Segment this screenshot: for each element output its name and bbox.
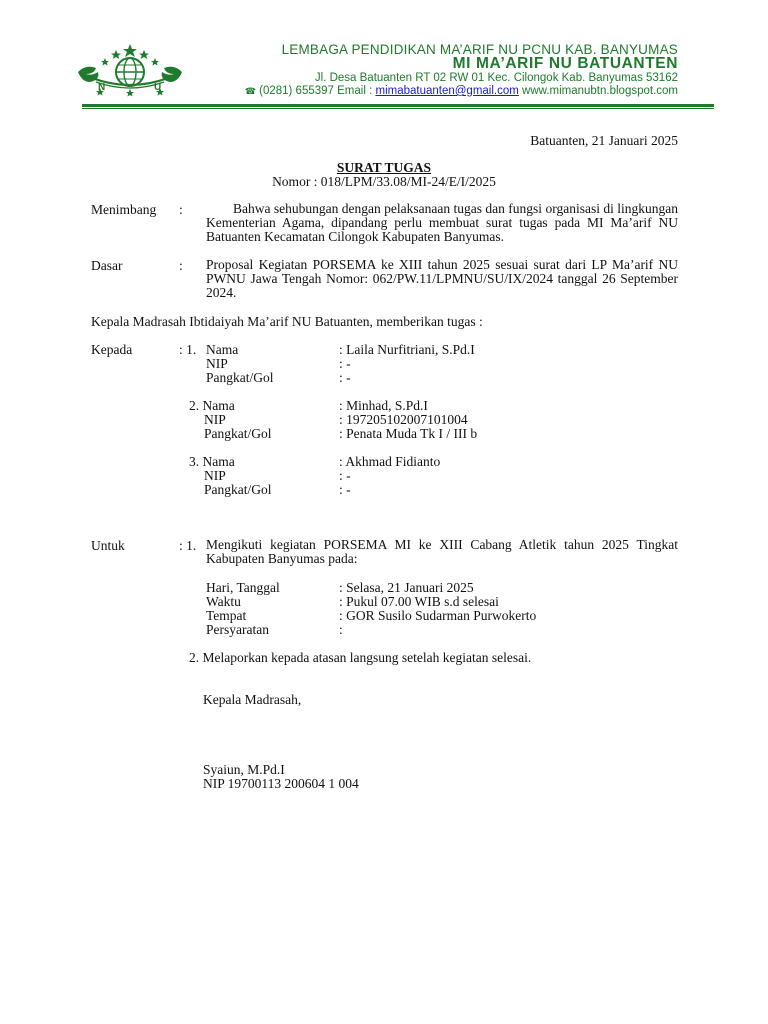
- person-1-nip-value: : -: [339, 356, 351, 371]
- untuk-label: Untuk: [91, 538, 125, 553]
- event-requirements-value: :: [339, 622, 343, 637]
- event-date-value: : Selasa, 21 Januari 2025: [339, 580, 474, 595]
- kepada-label: Kepada: [91, 342, 133, 357]
- event-time-key: Waktu: [206, 594, 241, 609]
- person-2-rank-value: : Penata Muda Tk I / III b: [339, 426, 478, 441]
- person-3-rank-value: : -: [339, 482, 351, 497]
- logo-letter-u: U: [154, 82, 162, 93]
- signature-title: Kepala Madrasah,: [203, 692, 302, 707]
- person-3-nip-key: NIP: [204, 468, 226, 483]
- person-3-number: 3. Nama: [189, 454, 235, 469]
- email-link[interactable]: mimabatuanten@gmail.com: [375, 85, 519, 97]
- person-2-nip-value: : 197205102007101004: [339, 412, 468, 427]
- kepada-marker: : 1.: [179, 342, 197, 357]
- letter-number: Nomor : 018/LPM/33.08/MI-24/E/I/2025: [272, 174, 496, 189]
- person-1-rank-value: : -: [339, 370, 351, 385]
- signatory-name: Syaiun, M.Pd.I: [203, 762, 285, 777]
- person-2-number: 2. Nama: [189, 398, 235, 413]
- dasar-colon: :: [179, 258, 183, 273]
- website-link[interactable]: www.mimanubtn.blogspot.com: [518, 85, 678, 97]
- dasar-label: Dasar: [91, 258, 123, 273]
- person-1-name-value: : Laila Nurfitriani, S.Pd.I: [339, 342, 475, 357]
- assignment-intro: Kepala Madrasah Ibtidaiyah Ma’arif NU Batuanten, memberikan tugas :: [91, 314, 483, 329]
- person-3-nip-value: : -: [339, 468, 351, 483]
- event-place-value: : GOR Susilo Sudarman Purwokerto: [339, 608, 537, 623]
- school-address: Jl. Desa Batuanten RT 02 RW 01 Kec. Cilongok Kab. Banyumas 53162: [314, 72, 678, 84]
- untuk-marker: : 1.: [179, 538, 197, 553]
- person-1-rank-key: Pangkat/Gol: [206, 370, 274, 385]
- person-1-name-key: Nama: [206, 342, 239, 357]
- school-name: MI MA’ARIF NU BATUANTEN: [452, 55, 678, 72]
- organization-name: LEMBAGA PENDIDIKAN MA’ARIF NU PCNU KAB. BANYUMAS: [281, 42, 678, 57]
- signatory-nip: NIP 19700113 200604 1 004: [203, 776, 359, 791]
- menimbang-colon: :: [179, 202, 183, 217]
- menimbang-label: Menimbang: [91, 202, 157, 217]
- person-2-name-value: : Minhad, S.Pd.I: [339, 398, 428, 413]
- untuk-item-1-text: Mengikuti kegiatan PORSEMA MI ke XIII Cabang Atletik tahun 2025 Tingkat Kabupaten Banyumas pada:: [206, 537, 678, 566]
- nu-globe-emblem-icon: [72, 42, 188, 102]
- header-divider-thin: [82, 108, 714, 109]
- event-requirements-key: Persyaratan: [206, 622, 269, 637]
- person-2-nip-key: NIP: [204, 412, 226, 427]
- untuk-item-2: 2. Melaporkan kepada atasan langsung setelah kegiatan selesai.: [189, 650, 532, 665]
- nu-logo: [72, 42, 188, 102]
- event-time-value: : Pukul 07.00 WIB s.d selesai: [339, 594, 499, 609]
- event-place-key: Tempat: [206, 608, 247, 623]
- menimbang-text: Bahwa sehubungan dengan pelaksanaan tugas dan fungsi organisasi di lingkungan Kementerian Agama, dipandang perlu membuat surat tugas pada MI Ma’arif NU Batuanten Kecamatan Cilongok Kabupaten Banyumas.: [206, 201, 678, 244]
- header-divider-thick: [82, 104, 714, 107]
- person-3-name-value: : Akhmad Fidianto: [339, 454, 441, 469]
- contact-line: [245, 85, 678, 97]
- person-2-rank-key: Pangkat/Gol: [204, 426, 272, 441]
- letter-title: SURAT TUGAS: [336, 160, 432, 175]
- person-3-rank-key: Pangkat/Gol: [204, 482, 272, 497]
- place-date: Batuanten, 21 Januari 2025: [530, 133, 678, 148]
- logo-letter-n: N: [98, 82, 106, 93]
- phone-number: (0281) 655397 Email :: [259, 85, 376, 97]
- phone-icon: ☎: [244, 86, 256, 96]
- person-1-nip-key: NIP: [206, 356, 228, 371]
- event-date-key: Hari, Tanggal: [206, 580, 280, 595]
- dasar-text: Proposal Kegiatan PORSEMA ke XIII tahun 2025 sesuai surat dari LP Ma’arif NU PWNU Jawa Tengah Nomor: 062/PW.11/LPMNU/SU/IX/2024 tanggal 26 September 2024.: [206, 257, 678, 300]
